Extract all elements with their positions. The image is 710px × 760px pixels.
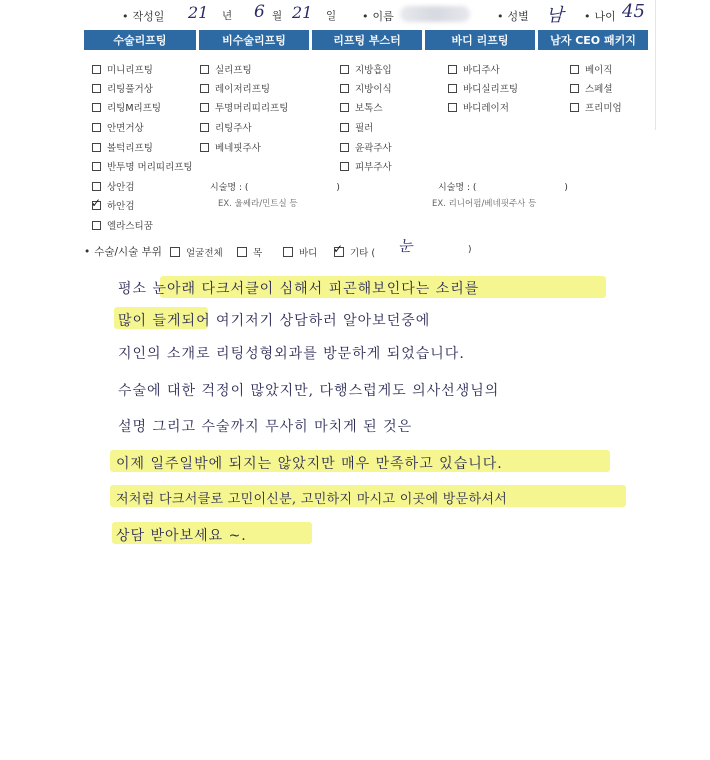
checkbox[interactable]: [448, 65, 457, 74]
checkbox[interactable]: [340, 65, 349, 74]
checkbox[interactable]: [340, 162, 349, 171]
date-month-unit: 월: [272, 10, 283, 22]
checkbox-item[interactable]: 상안검: [92, 179, 135, 193]
checkbox-item[interactable]: 안면거상: [92, 120, 144, 134]
procedure-example-1: EX. 울쎄라/민트실 등: [218, 199, 298, 209]
checkbox[interactable]: [340, 123, 349, 132]
gender-label: • 성별: [497, 8, 529, 24]
checkbox-item[interactable]: 보톡스: [340, 100, 383, 114]
checkbox[interactable]: [200, 143, 209, 152]
checkbox[interactable]: [340, 103, 349, 112]
checkbox-item[interactable]: ✓ 하안검: [92, 198, 135, 212]
date-year-unit: 년: [222, 10, 233, 22]
checkbox[interactable]: [340, 84, 349, 93]
review-line: 수술에 대한 걱정이 많았지만, 다행스럽게도 의사선생님의: [118, 383, 500, 399]
checkbox-checked[interactable]: [92, 201, 101, 210]
checkbox-item[interactable]: 바디실리프팅: [448, 81, 518, 95]
checkbox-item[interactable]: 미니리프팅: [92, 62, 153, 76]
checkbox[interactable]: [570, 65, 579, 74]
checkbox[interactable]: [170, 247, 180, 257]
checkbox[interactable]: [448, 103, 457, 112]
tab-nonsurgical-lifting[interactable]: 비수술리프팅: [199, 30, 309, 50]
review-line: 저처럼 다크서클로 고민이신분, 고민하지 마시고 이곳에 방문하셔서: [116, 492, 508, 507]
checkbox-item[interactable]: 레이저리프팅: [200, 81, 270, 95]
procedure-name-label-2: 시술명 : ( ): [438, 183, 568, 193]
review-line: 많이 들게되어 여기저기 상담하러 알아보던중에: [118, 313, 431, 329]
procedure-example-2: EX. 리니어펌/베네핏주사 등: [432, 199, 537, 209]
page-edge-line: [655, 0, 656, 130]
checkbox[interactable]: [340, 143, 349, 152]
parts-label: • 수술/시술 부위: [84, 244, 162, 259]
review-line: 평소 눈아래 다크서클이 심해서 피곤해보인다는 소리를: [118, 281, 480, 297]
tab-surgical-lifting[interactable]: 수술리프팅: [84, 30, 196, 50]
gender-value: 남: [546, 5, 564, 26]
part-option[interactable]: 바디: [283, 245, 317, 259]
tab-body-lifting[interactable]: 바디 리프팅: [425, 30, 535, 50]
checkbox-item[interactable]: 피부주사: [340, 159, 392, 173]
checkbox[interactable]: [448, 84, 457, 93]
checkbox-item[interactable]: 지방이식: [340, 81, 392, 95]
checkbox-checked[interactable]: [334, 247, 344, 257]
review-line: 상담 받아보세요 ~.: [116, 528, 247, 544]
checkbox-item[interactable]: 윤곽주사: [340, 140, 392, 154]
age-label: • 나이: [584, 8, 616, 24]
part-other-value: 눈: [398, 237, 413, 255]
review-line: 지인의 소개로 리팅성형외과를 방문하게 되었습니다.: [118, 346, 465, 362]
name-redacted-blur: [400, 6, 470, 22]
name-label: • 이름: [362, 8, 394, 24]
checkbox[interactable]: [92, 221, 101, 230]
checkbox[interactable]: [570, 103, 579, 112]
checkbox[interactable]: [283, 247, 293, 257]
part-option[interactable]: 목: [237, 245, 262, 259]
checkbox[interactable]: [200, 123, 209, 132]
checkbox-item[interactable]: 투명머리띠리프팅: [200, 100, 288, 114]
checkbox-item[interactable]: 필러: [340, 120, 373, 134]
checkbox-item[interactable]: 바디레이저: [448, 100, 509, 114]
checkbox-item[interactable]: 프리미엄: [570, 100, 622, 114]
checkbox-item[interactable]: 반투명 머리띠리프팅: [92, 159, 193, 173]
checkbox-item[interactable]: 리팅M리프팅: [92, 100, 161, 114]
checkbox[interactable]: [92, 103, 101, 112]
date-label: • 작성일: [122, 8, 164, 24]
part-option[interactable]: 얼굴전체: [170, 245, 223, 259]
checkbox[interactable]: [92, 182, 101, 191]
part-option-other[interactable]: ✓ 기타 (: [334, 245, 375, 259]
age-value: 45: [622, 1, 645, 22]
checkbox-item[interactable]: 스페셜: [570, 81, 613, 95]
checkbox-item[interactable]: 바디주사: [448, 62, 500, 76]
checkbox[interactable]: [200, 103, 209, 112]
review-line: 이제 일주일밖에 되지는 않았지만 매우 만족하고 있습니다.: [116, 456, 503, 472]
checkbox[interactable]: [92, 162, 101, 171]
checkbox[interactable]: [92, 65, 101, 74]
checkbox[interactable]: [237, 247, 247, 257]
checkbox-item[interactable]: 리팅풀거상: [92, 81, 153, 95]
checkbox[interactable]: [200, 84, 209, 93]
checkbox[interactable]: [200, 65, 209, 74]
checkbox-item[interactable]: 베이직: [570, 62, 613, 76]
checkbox[interactable]: [92, 123, 101, 132]
checkbox-item[interactable]: 실리프팅: [200, 62, 252, 76]
procedure-name-label-1: 시술명 : ( ): [210, 183, 340, 193]
checkbox-item[interactable]: 엘라스티꿈: [92, 218, 153, 232]
date-month: 6: [254, 2, 265, 22]
checkbox-item[interactable]: 리팅주사: [200, 120, 252, 134]
date-day-unit: 일: [326, 10, 337, 22]
checkbox-item[interactable]: 지방흡입: [340, 62, 392, 76]
checkbox[interactable]: [92, 84, 101, 93]
checkbox-item[interactable]: 볼턱리프팅: [92, 140, 153, 154]
date-year: 21: [188, 3, 209, 22]
tab-ceo-package[interactable]: 남자 CEO 패키지: [538, 30, 648, 50]
checkbox[interactable]: [570, 84, 579, 93]
part-other-close: ): [468, 245, 472, 255]
checkbox-item[interactable]: 베네핏주사: [200, 140, 261, 154]
checkbox[interactable]: [92, 143, 101, 152]
review-line: 설명 그리고 수술까지 무사히 마치게 된 것은: [118, 419, 413, 435]
tab-lifting-booster[interactable]: 리프팅 부스터: [312, 30, 422, 50]
date-day: 21: [292, 3, 313, 22]
